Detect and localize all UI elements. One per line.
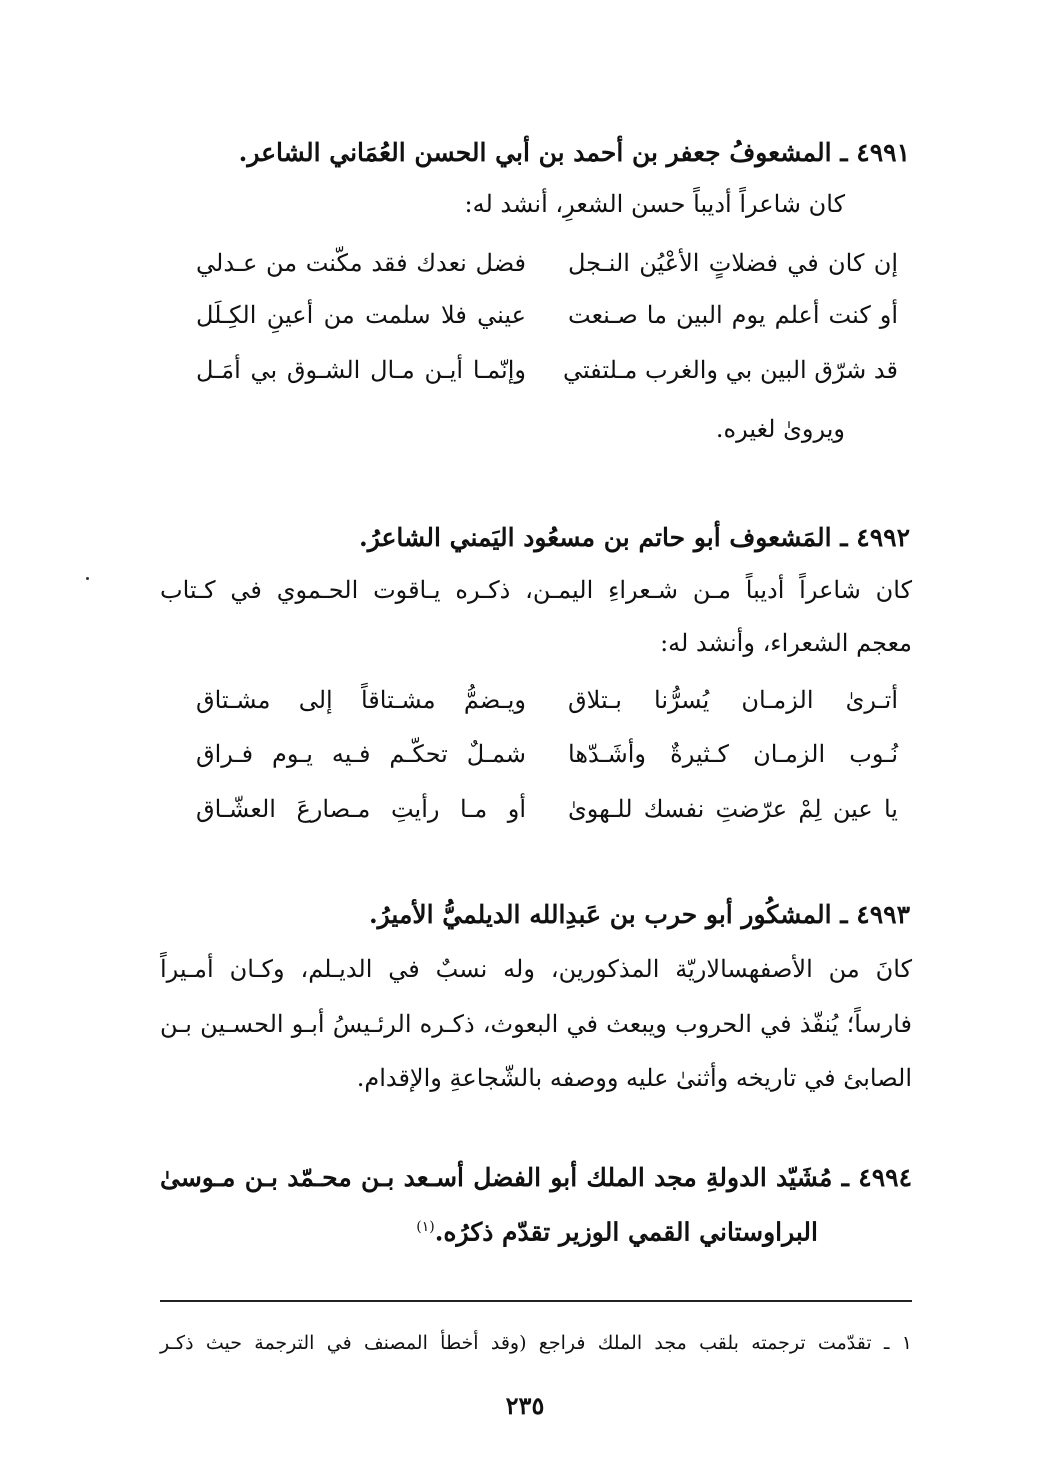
entry-4994-heading-text: البراوستاني القمي الوزير تقدّم ذكرُه. — [434, 1217, 818, 1247]
footnote-rule — [160, 1300, 912, 1302]
entry-4992-text-line: معجم الشعراء، وأنشد له: — [660, 629, 912, 657]
entry-4993-text-line: الصابئ في تاريخه وأثنىٰ عليه ووصفه بالشّجاعةِ والإقدام. — [356, 1064, 912, 1092]
verse-first-hemistich: قد شرّق البين بي والغرب مـلتفتي — [562, 356, 898, 384]
verse-second-hemistich: وإنّمـا أيـن مـال الشـوق بي أمَـل — [196, 356, 526, 384]
verse-first-hemistich: أو كنت أعلم يوم البين ما صـنعت — [568, 301, 898, 329]
entry-4991-note: ويروىٰ لغيره. — [715, 415, 845, 443]
entry-4993-text-line: فارساً؛ يُنفّذ في الحروب ويبعث في البعوث، ذكـره الرئـيسُ أبـو الحسـين بـن — [160, 1010, 912, 1038]
entry-4991-heading: ٤٩٩١ ـ المشعوفُ جعفر بن أحمد بن أبي الحسن العُمَاني الشاعر. — [238, 138, 910, 167]
scan-speck — [86, 577, 89, 580]
verse-first-hemistich: أتـرىٰ الزمـان يُسرُّنا بـتلاق — [568, 686, 898, 714]
entry-4994-heading-continued — [416, 1209, 818, 1250]
footnote-text: ١ ـ تقدّمت ترجمته بلقب مجد الملك فراجع (وقد أخطأ المصنف في الترجمة حيث ذكـر — [160, 1332, 912, 1354]
verse-first-hemistich: نُـوب الزمـان كـثيرةٌ وأشَـدّها — [568, 740, 898, 768]
verse-second-hemistich: فضل نعدك فقد مكّنت من عـدلي — [196, 249, 526, 277]
verse-second-hemistich: أو مـا رأيتِ مـصارعَ العشّـاق — [196, 795, 526, 823]
entry-4994-heading: ٤٩٩٤ ـ مُشَيّد الدولةِ مجد الملك أبو الفضل أسـعد بـن محـمّد بـن مـوسىٰ — [160, 1163, 912, 1192]
entry-4993-heading: ٤٩٩٣ ـ المشكُور أبو حرب بن عَبدِالله الديلميُّ الأميرُ. — [368, 900, 910, 929]
entry-4991-intro: كان شاعراً أديباً حسن الشعرِ، أنشد له: — [464, 190, 845, 218]
page-number: ٢٣٥ — [505, 1391, 545, 1420]
verse-second-hemistich: عيني فلا سلمت من أعينِ الكِـلَل — [196, 301, 526, 329]
entry-4993-text-line: كانَ من الأصفهسالاريّة المذكورين، وله نسبٌ في الديـلم، وكـان أمـيراً — [160, 955, 912, 983]
verse-second-hemistich: شمـلٌ تحكّـم فـيه يـوم فـراق — [196, 740, 526, 768]
verse-first-hemistich: إن كان في فضلاتٍ الأعْيُن النـجل — [568, 249, 898, 277]
verse-second-hemistich: ويـضمُّ مشـتاقاً إلى مشـتاق — [196, 686, 526, 714]
verse-first-hemistich: يا عين لِمْ عرّضتِ نفسك للـهوىٰ — [568, 795, 898, 823]
footnote-marker: (١) — [416, 1219, 435, 1235]
entry-4992-heading: ٤٩٩٢ ـ المَشعوف أبو حاتم بن مسعُود اليَمني الشاعرُ. — [359, 523, 910, 552]
entry-4992-text-line: كان شاعراً أديباً مـن شـعراءِ اليمـن، ذكـره يـاقوت الحـموي في كـتاب — [160, 576, 912, 604]
